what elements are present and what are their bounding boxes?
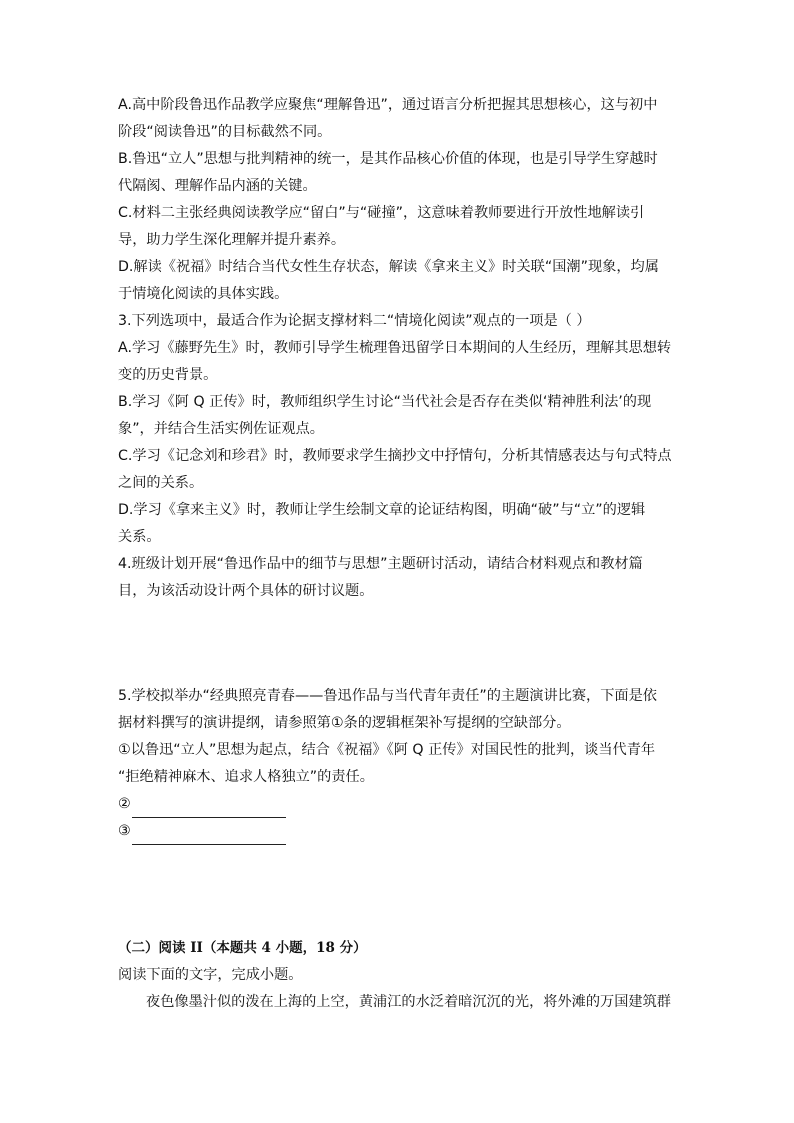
q3-option-a-line2: 变的历史背景。 [118,367,218,383]
q5-item3-marker: ③ [118,823,131,839]
q2-option-b-line2: 代隔阂、理解作品内涵的关键。 [118,178,317,194]
q2-option-c-line2: 导，助力学生深化理解并提升素养。 [118,232,346,248]
q5-line1: 5.学校拟举办“经典照亮青春——鲁迅作品与当代青年责任”的主题演讲比赛，下面是依 [118,688,657,704]
q5-item2-blank[interactable] [132,799,286,818]
section2-instruction: 阅读下面的文字，完成小题。 [118,967,303,983]
q5-line2: 据材料撰写的演讲提纲，请参照第①条的逻辑框架补写提纲的空缺部分。 [118,715,571,731]
q5-item2-marker: ② [118,796,131,812]
section2-passage-line1: 夜色像墨汁似的泼在上海的上空，黄浦江的水泛着暗沉沉的光，将外滩的万国建筑群 [146,994,671,1010]
q4-line2: 目，为该活动设计两个具体的研讨议题。 [118,583,374,599]
q2-option-d-line1: D.解读《祝福》时结合当代女性生存状态，解读《拿来主义》时关联“国潮”现象，均属 [118,259,659,275]
q3-option-c-line1: C.学习《记念刘和珍君》时，教师要求学生摘抄文中抒情句，分析其情感表达与句式特点 [118,448,672,464]
q2-option-b-line1: B.鲁迅“立人”思想与批判精神的统一，是其作品核心价值的体现，也是引导学生穿越时 [118,151,658,167]
q3-option-b-line1: B.学习《阿 Q 正传》时，教师组织学生讨论“当代社会是否存在类似‘精神胜利法’的现 [118,394,652,410]
q5-item1-line1: ①以鲁迅“立人”思想为起点，结合《祝福》《阿 Q 正传》对国民性的批判，谈当代青年 [118,742,656,758]
q2-option-c-line1: C.材料二主张经典阅读教学应“留白”与“碰撞”，这意味着教师要进行开放性地解读引 [118,205,645,221]
q3-option-a-line1: A.学习《藤野先生》时，教师引导学生梳理鲁迅留学日本期间的人生经历，理解其思想转 [118,340,672,356]
section2-title: （二）阅读 II（本题共 4 小题，18 分） [118,940,367,956]
q5-item2 [118,791,678,818]
q5-item1-line2: “拒绝精神麻木、追求人格独立”的责任。 [118,769,374,785]
answer-space-q4 [118,605,678,659]
q3-option-d-line1: D.学习《拿来主义》时，教师让学生绘制文章的论证结构图，明确“破”与“立”的逻辑 [118,502,646,518]
q3-stem: 3.下列选项中，最适合作为论据支撑材料二“情境化阅读”观点的一项是（ ） [118,313,591,329]
section-spacer [118,845,678,899]
q5-item3 [118,818,678,845]
q3-option-c-line2: 之间的关系。 [118,475,204,491]
q3-option-b-line2: 象”，并结合生活实例佐证观点。 [118,421,324,437]
q2-option-a-line2: 阶段“阅读鲁迅”的目标截然不同。 [118,124,332,140]
q2-option-a-line1: A.高中阶段鲁迅作品教学应聚焦“理解鲁迅”，通过语言分析把握其思想核心，这与初中 [118,97,658,113]
q2-option-d-line2: 于情境化阅读的具体实践。 [118,286,289,302]
q4-line1: 4.班级计划开展“鲁迅作品中的细节与思想”主题研讨活动，请结合材料观点和教材篇 [118,556,643,572]
page-content [118,92,678,1016]
q3-option-d-line2: 关系。 [118,529,161,545]
q5-item3-blank[interactable] [132,826,286,845]
